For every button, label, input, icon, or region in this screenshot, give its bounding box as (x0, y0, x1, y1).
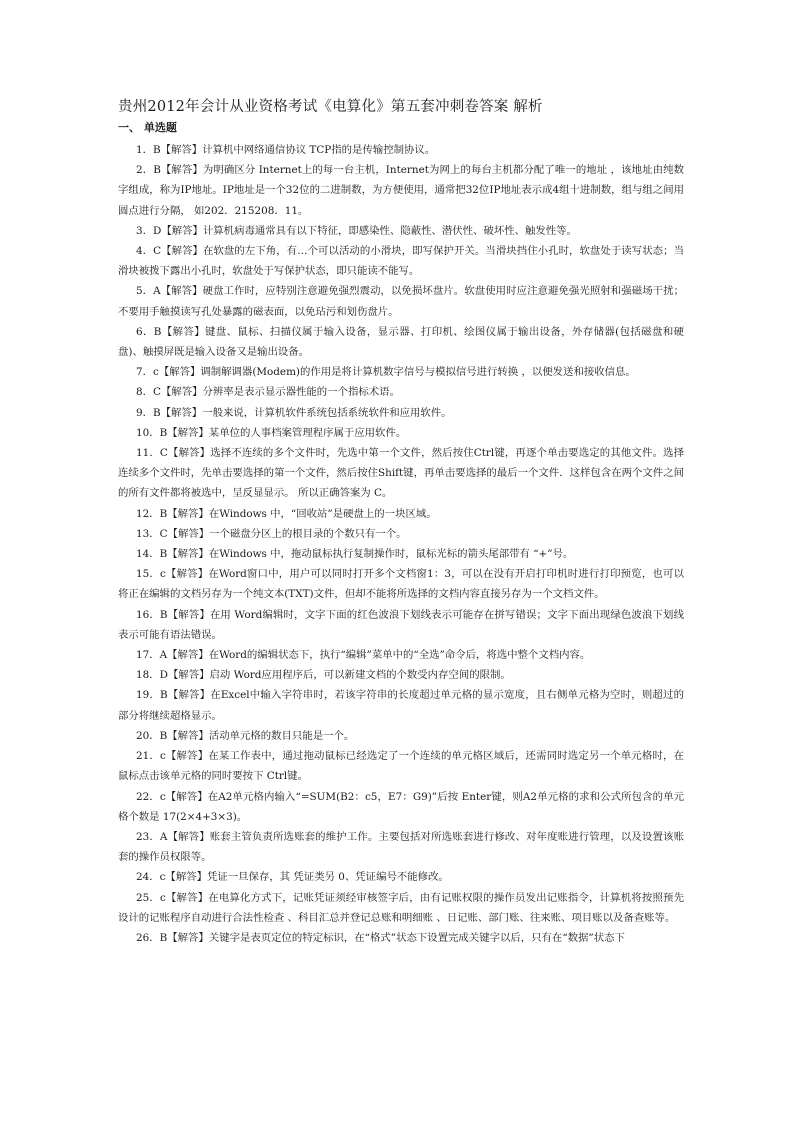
answer-item-13: 13．C【解答】一个磁盘分区上的根目录的个数只有一个。 (136, 527, 407, 540)
answer-item-8: 8．C【解答】分辨率是表示显示器性能的一个指标术语。 (136, 386, 400, 399)
answer-item-19: 19．B【解答】在Excel中输入字符串时，若该字符串的长度超过单元格的显示宽度，且右侧单元格为空时，则超过的部分将继续超格显示。 (118, 689, 684, 722)
answer-item-26: 26．B【解答】关键字是表页定位的特定标识，在“格式”状态下设置完成关键字以后，只有在“数据”状态下 (136, 931, 625, 944)
answer-item-25: 25．c【解答】在电算化方式下，记账凭证须经审核签字后，由有记账权限的操作员发出记账指令，计算机将按照预先设计的记账程序自动进行合法性检查 、科目汇总并登记总账和明细账 、日记账、部门账、往来账、项目账以及备查账等。 (118, 891, 684, 924)
answer-item-9: 9．B【解答】一般来说，计算机软件系统包括系统软件和应用软件。 (136, 406, 452, 419)
answer-list (118, 140, 684, 948)
section-heading: 一、 单选题 (118, 121, 177, 134)
answer-item-22: 22．c【解答】在A2单元格内输入“=SUM(B2：c5，E7：G9)”后按 Enter键，则A2单元格的求和公式所包含的单元格个数是 17(2×4+3×3)。 (118, 790, 684, 823)
answer-item-15: 15．c【解答】在Word窗口中，用户可以同时打开多个文档窗1：3，可以在没有开启打印机时进行打印预览，也可以将正在编辑的文档另存为一个纯文本(TXT)文件，但却不能将所选择的文档内容直接另存为一个文档文件。 (118, 568, 684, 601)
answer-item-20: 20．B【解答】活动单元格的数目只能是一个。 (136, 729, 355, 742)
answer-item-11: 11．C【解答】选择不连续的多个文件时，先选中第一个文件，然后按住Ctrl键，再逐个单击要选定的其他文件。选择连续多个文件时，先单击要选择的第一个文件，然后按住Shift键，再单击要选择的最后一个文件．这样包含在两个文件之间的所有文件都将被选中，呈反显显示。 所以正确答案为 C。 (118, 447, 684, 500)
answer-item-2: 2．B【解答】为明确区分 Internet上的每一台主机，Internet为网上的每台主机都分配了唯一的地址 ，该地址由纯数字组成，称为IP地址。IP地址是一个32位的二进制数，为方便使用，通常把32位IP地址表示成4组十进制数，组与组之间用圆点进行分隔， 如202．215208．11。 (118, 164, 684, 217)
answer-item-7: 7．c【解答】调制解调器(Modem)的作用是将计算机数字信号与模拟信号进行转换 ，以便发送和接收信息。 (136, 366, 636, 379)
answer-item-17: 17．A【解答】在Word的编辑状态下，执行“编辑”菜单中的“全选”命令后，将选中整个文档内容。 (136, 649, 591, 662)
answer-item-24: 24．c【解答】凭证一旦保存，其 凭证类另 0、凭证编号不能修改。 (136, 871, 449, 884)
answer-item-16: 16．B【解答】在用 Word编辑时，文字下面的红色波浪下划线表示可能存在拼写错误；文字下面出现绿色波浪下划线表示可能有语法错误。 (118, 608, 684, 641)
answer-item-3: 3．D【解答】计算机病毒通常具有以下特征，即感染性、隐蔽性、潜伏性、破坏性、触发性等。 (136, 224, 577, 237)
answer-item-6: 6．B【解答】键盘、鼠标、扫描仪属于输入设备，显示器、打印机、绘图仪属于输出设备，外存储器(包括磁盘和硬盘)、触摸屏既是输入设备又是输出设备。 (118, 325, 684, 359)
answer-item-18: 18．D【解答】启动 Word应用程序后，可以新建文档的个数受内存空间的限制。 (136, 669, 511, 682)
answer-item-21: 21．c【解答】在某工作表中，通过拖动鼠标已经选定了一个连续的单元格区域后，还需同时选定另一个单元格时，在鼠标点击该单元格的同时要按下 Ctrl键。 (118, 750, 684, 783)
answer-item-23: 23．A【解答】账套主管负责所选账套的维护工作。主要包括对所选账套进行修改、对年度账进行管理，以及设置该账套的操作员权限等。 (118, 830, 684, 864)
answer-item-4: 4．C【解答】在软盘的左下角，有…个可以活动的小滑块，即写保护开关。当滑块挡住小孔时，软盘处于读写状态；当滑块被拨下露出小孔时，软盘处于写保护状态，即只能读不能写。 (118, 245, 684, 278)
answer-item-5: 5．A【解答】硬盘工作时，应特别注意避免强烈震动，以免损坏盘片。软盘使用时应注意避免强光照射和强磁场干扰；不要用手触摸读写孔处暴露的磁表面，以免玷污和划伤盘片。 (118, 285, 684, 318)
answer-item-1: 1．B【解答】计算机中网络通信协议 TCP指的是传输控制协议。 (136, 144, 436, 156)
answer-item-12: 12．B【解答】在Windows 中，“回收站”是硬盘上的一块区域。 (136, 507, 437, 520)
document-title: 贵州2012年会计从业资格考试《电算化》第五套冲刺卷答案 解析 (118, 99, 543, 115)
answer-item-10: 10．B【解答】某单位的人事档案管理程序属于应用软件。 (136, 426, 407, 439)
answer-item-14: 14．B【解答】在Windows 中，拖动鼠标执行复制操作时，鼠标光标的箭头尾部带有 “+”号。 (136, 548, 574, 561)
